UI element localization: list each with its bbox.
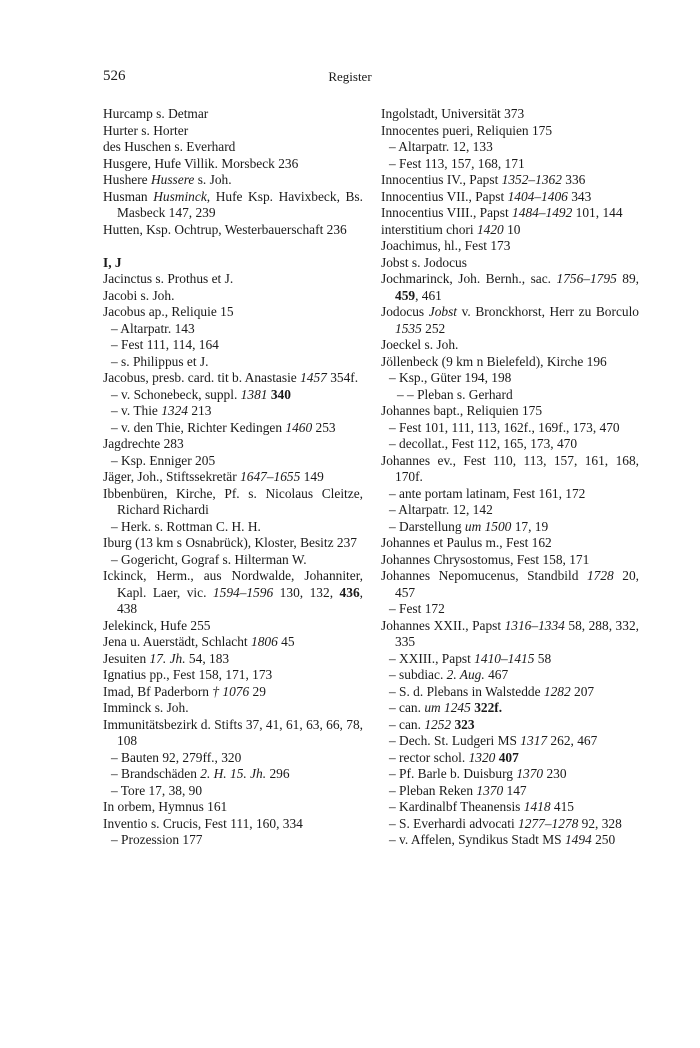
index-entry: Hurter s. Horter [103, 122, 189, 138]
index-entry: Joachimus, hl., Fest 173 [381, 238, 511, 253]
index-entry: – subdiac. 2. Aug. 467 [389, 667, 509, 682]
index-entry: – Kardinalbf Theanensis 1418 415 [389, 799, 574, 814]
index-entry: Johannes et Paulus m., Fest 162 [381, 535, 552, 550]
index-entry: Husman Husminck, Hufe Ksp. Havixbeck, Bs. Masbeck 147, 239 [103, 188, 363, 220]
index-entry: Joeckel s. Joh. [381, 337, 459, 352]
index-column-right [381, 106, 639, 849]
index-entry: Ibbenbüren, Kirche, Pf. s. Nicolaus Cleitze, Richard Richardi [103, 485, 363, 517]
index-entry: Hurcamp s. Detmar [103, 106, 209, 121]
index-entry: Jochmarinck, Joh. Bernh., sac. 1756–1795 89, 459, 461 [381, 271, 639, 303]
index-entry: – Fest 111, 114, 164 [111, 337, 219, 352]
index-entry: – can. 1252 323 [389, 716, 475, 732]
index-entry: Innocentius VII., Papst 1404–1406 343 [381, 188, 592, 204]
index-entry: – Altarpatr. 12, 142 [389, 502, 493, 517]
index-entry: – S. d. Plebans in Walstedde 1282 207 [389, 683, 595, 699]
index-column-left [103, 106, 363, 849]
index-entry: – v. den Thie, Richter Kedingen 1460 253 [111, 419, 336, 435]
index-entry: Jacobus ap., Reliquie 15 [103, 304, 234, 319]
index-entry: Inventio s. Crucis, Fest 111, 160, 334 [103, 815, 303, 831]
index-entry: Ickinck, Herm., aus Nordwalde, Johanniter, Kapl. Laer, vic. 1594–1596 130, 132, 436, 438 [103, 568, 363, 616]
index-entry: Johannes bapt., Reliquien 175 [381, 403, 543, 418]
index-entry: Innocentes pueri, Reliquien 175 [381, 122, 553, 138]
index-entry: Jena u. Auerstädt, Schlacht 1806 45 [103, 634, 295, 649]
index-entry: Imminck s. Joh. [103, 700, 189, 715]
index-entry: Jelekinck, Hufe 255 [103, 617, 211, 633]
index-entry: – Altarpatr. 143 [111, 320, 195, 336]
index-entry: – Pleban Reken 1370 147 [389, 782, 527, 798]
index-entry: Iburg (13 km s Osnabrück), Kloster, Besitz 237 [103, 535, 357, 550]
index-entry: – decollat., Fest 112, 165, 173, 470 [389, 436, 578, 451]
index-entry: Jodocus Jobst v. Bronckhorst, Herr zu Borculo 1535 252 [381, 304, 639, 336]
index-entry: – ante portam latinam, Fest 161, 172 [389, 485, 586, 501]
index-entry: – Darstellung um 1500 17, 19 [389, 518, 549, 534]
index-entry: Immunitätsbezirk d. Stifts 37, 41, 61, 63, 66, 78, 108 [103, 716, 363, 748]
index-entry: – Dech. St. Ludgeri MS 1317 262, 467 [389, 733, 598, 748]
index-entry: – Brandschäden 2. H. 15. Jh. 296 [111, 766, 290, 781]
index-entry: – Fest 113, 157, 168, 171 [389, 155, 525, 171]
index-entry: Husgere, Hufe Villik. Morsbeck 236 [103, 155, 299, 171]
index-entry: – v. Thie 1324 213 [111, 403, 212, 418]
index-entry: – S. Everhardi advocati 1277–1278 92, 328 [389, 815, 622, 831]
index-entry: – Pf. Barle b. Duisburg 1370 230 [389, 766, 567, 781]
index-entry: – Tore 17, 38, 90 [111, 782, 203, 798]
index-entry: Ignatius pp., Fest 158, 171, 173 [103, 667, 273, 682]
index-entry: – v. Affelen, Syndikus Stadt MS 1494 250 [389, 832, 616, 847]
index-entry: – v. Schonebeck, suppl. 1381 340 [111, 386, 291, 402]
index-entry: – Gogericht, Gograf s. Hilterman W. [111, 551, 307, 567]
index-entry: Innocentius IV., Papst 1352–1362 336 [381, 172, 586, 187]
index-entry: – XXIII., Papst 1410–1415 58 [389, 650, 552, 666]
index-entry: – – Pleban s. Gerhard [397, 386, 513, 402]
index-entry: Jacobi s. Joh. [103, 287, 175, 303]
index-entry: – Fest 101, 111, 113, 162f., 169f., 173, 470 [389, 419, 620, 435]
letter-heading: I, J [103, 254, 122, 270]
index-entry: – Fest 172 [389, 601, 445, 616]
index-entry: – Prozession 177 [111, 832, 203, 847]
index-entry: Jesuiten 17. Jh. 54, 183 [103, 650, 230, 666]
index-entry: In orbem, Hymnus 161 [103, 799, 228, 814]
index-entry: Hushere Hussere s. Joh. [103, 172, 232, 187]
index-entry: Jacinctus s. Prothus et J. [103, 271, 234, 286]
index-entry: – Herk. s. Rottman C. H. H. [111, 518, 261, 534]
index-entry: – s. Philippus et J. [111, 353, 209, 369]
page-number: 526 [103, 68, 126, 84]
index-entry: – rector schol. 1320 407 [389, 749, 519, 765]
index-entry: – Ksp. Enniger 205 [111, 452, 216, 468]
index-entry: interstitium chori 1420 10 [381, 221, 521, 237]
section-gap [103, 238, 363, 255]
index-entry: – Altarpatr. 12, 133 [389, 139, 493, 154]
index-entry: Imad, Bf Paderborn † 1076 29 [103, 683, 266, 699]
index-entry: Jagdrechte 283 [103, 436, 184, 451]
index-entry: Ingolstadt, Universität 373 [381, 106, 525, 121]
index-entry: Jöllenbeck (9 km n Bielefeld), Kirche 196 [381, 353, 607, 369]
index-entry: Johannes ev., Fest 110, 113, 157, 161, 168, 170f. [381, 452, 639, 484]
index-entry: Innocentius VIII., Papst 1484–1492 101, 144 [381, 205, 623, 220]
index-entry: Hutten, Ksp. Ochtrup, Westerbauerschaft 236 [103, 221, 347, 237]
index-entry: – Bauten 92, 279ff., 320 [111, 749, 242, 765]
index-entry: Johannes Nepomucenus, Standbild 1728 20, 457 [381, 568, 639, 600]
index-entry: Jacobus, presb. card. tit b. Anastasie 1457 354f. [103, 370, 359, 385]
index-entry: – can. um 1245 322f. [389, 700, 503, 715]
index-entry: Johannes Chrysostomus, Fest 158, 171 [381, 551, 590, 567]
index-entry: – Ksp., Güter 194, 198 [389, 370, 512, 385]
running-title: Register [328, 69, 372, 84]
index-entry: des Huschen s. Everhard [103, 139, 236, 154]
index-entry: Johannes XXII., Papst 1316–1334 58, 288, 332, 335 [381, 617, 639, 649]
index-entry: Jäger, Joh., Stiftssekretär 1647–1655 149 [103, 469, 324, 484]
index-entry: Jobst s. Jodocus [381, 254, 467, 270]
